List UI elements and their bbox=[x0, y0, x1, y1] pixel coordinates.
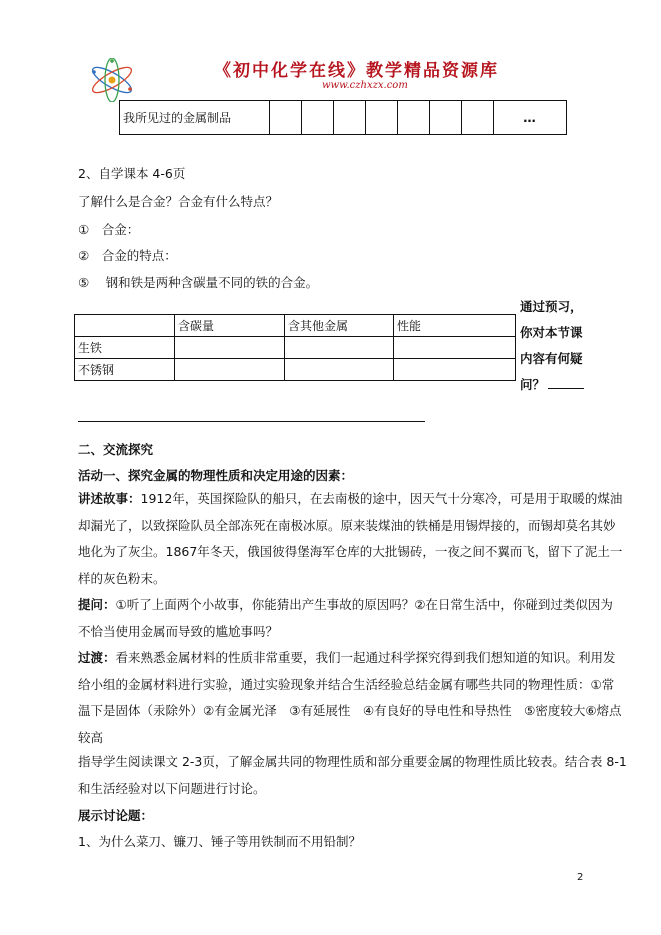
banner-title: 《初中化学在线》教学精品资源库 bbox=[214, 61, 499, 81]
transition-label: 过渡： bbox=[78, 650, 116, 665]
ellipsis-cell: … bbox=[494, 101, 567, 135]
table-label-cell: 我所见过的金属制品 bbox=[120, 101, 270, 135]
banner-url: www.czhxzx.com bbox=[322, 80, 408, 91]
divider bbox=[78, 421, 425, 422]
ask-label: 提问： bbox=[78, 597, 116, 612]
alloy-item-3: ⑤ 钢和铁是两种含碳量不同的铁的合金。 bbox=[78, 275, 319, 290]
alloy-item-1: ① 合金： bbox=[78, 222, 140, 237]
story-text: 样的灰色粉末。 bbox=[78, 570, 166, 586]
table-cell bbox=[175, 337, 285, 359]
blank-cell bbox=[302, 101, 334, 135]
discussion-question-1: 1、为什么菜刀、镰刀、锤子等用铁制而不用铅制？ bbox=[78, 834, 361, 849]
discussion-heading: 展示讨论题： bbox=[78, 808, 154, 823]
alloy-question: 了解什么是合金？合金有什么特点？ bbox=[78, 194, 279, 209]
side-note-question: 问？ bbox=[520, 377, 546, 392]
ask-text: ①听了上面两个小故事，你能猜出产生事故的原因吗？②在日常生活中，你碰到过类似因为 bbox=[115, 597, 613, 612]
blank-cell bbox=[366, 101, 398, 135]
table-header: 含其他金属 bbox=[285, 315, 394, 337]
metal-products-table bbox=[119, 100, 567, 135]
guide-text: 和生活经验对以下问题进行讨论。 bbox=[78, 780, 266, 796]
table-row bbox=[75, 337, 516, 359]
ask-text: 不恰当使用金属而导致的尴尬事吗？ bbox=[78, 623, 279, 639]
answer-blank bbox=[548, 376, 584, 389]
table-cell bbox=[175, 359, 285, 381]
side-note-line: 你对本节课 bbox=[520, 325, 583, 340]
transition-text: 温下是固体（汞除外）②有金属光泽 ③有延展性 ④有良好的导电性和导热性 ⑤密度较大⑥熔点 bbox=[78, 703, 622, 718]
table-row bbox=[75, 359, 516, 381]
transition-text: 看来熟悉金属材料的性质非常重要，我们一起通过科学探究得到我们想知道的知识。利用发 bbox=[115, 650, 616, 665]
story-text: 1912年，英国探险队的船只，在去南极的途中，因天气十分寒冷，可是用于取暖的煤油 bbox=[140, 491, 623, 506]
alloy-table bbox=[74, 314, 516, 381]
guide-text: 指导学生阅读课文 2-3页，了解金属共同的物理性质和部分重要金属的物理性质比较表。结合表 8-1 bbox=[78, 754, 627, 769]
transition-text: 给小组的金属材料进行实验，通过实验现象并结合生活经验总结金属有哪些共同的物理性质：①常 bbox=[78, 676, 615, 692]
blank-cell bbox=[462, 101, 494, 135]
table-row bbox=[120, 101, 567, 135]
table-cell bbox=[394, 359, 516, 381]
side-note-line: 内容有何疑 bbox=[520, 351, 583, 366]
story-text: 地化为了灰尘。1867年冬天，俄国彼得堡海军仓库的大批锡砖，一夜之间不翼而飞，留下了泥土一 bbox=[78, 544, 623, 559]
activity-heading: 活动一、探究金属的物理性质和决定用途的因素： bbox=[78, 468, 354, 483]
transition-paragraph bbox=[78, 645, 622, 751]
table-cell bbox=[394, 337, 516, 359]
table-cell: 不锈钢 bbox=[75, 359, 175, 381]
blank-cell bbox=[398, 101, 430, 135]
guide-paragraph bbox=[78, 749, 627, 802]
table-cell: 生铁 bbox=[75, 337, 175, 359]
story-label: 讲述故事： bbox=[78, 491, 141, 506]
story-text: 却漏光了，以致探险队员全部冻死在南极冰原。原来装煤油的铁桶是用锡焊接的，而锡却莫名其妙 bbox=[78, 517, 616, 533]
story-paragraph bbox=[78, 486, 623, 592]
alloy-item-2: ② 合金的特点： bbox=[78, 248, 177, 263]
section2-heading: 2、自学课本 4-6页 bbox=[78, 166, 186, 181]
table-cell bbox=[285, 337, 394, 359]
side-note-line: 通过预习， bbox=[520, 299, 583, 314]
transition-text: 较高 bbox=[78, 729, 104, 745]
atom-logo-icon bbox=[86, 58, 138, 102]
blank-cell bbox=[270, 101, 302, 135]
table-header: 性能 bbox=[394, 315, 516, 337]
page-number: 2 bbox=[577, 872, 584, 883]
question-paragraph bbox=[78, 592, 613, 645]
table-cell bbox=[285, 359, 394, 381]
part2-heading: 二、交流探究 bbox=[78, 442, 154, 457]
side-note-line bbox=[520, 375, 584, 393]
table-header: 含碳量 bbox=[175, 315, 285, 337]
blank-cell bbox=[334, 101, 366, 135]
blank-cell bbox=[430, 101, 462, 135]
table-header bbox=[75, 315, 175, 337]
table-header-row bbox=[75, 315, 516, 337]
